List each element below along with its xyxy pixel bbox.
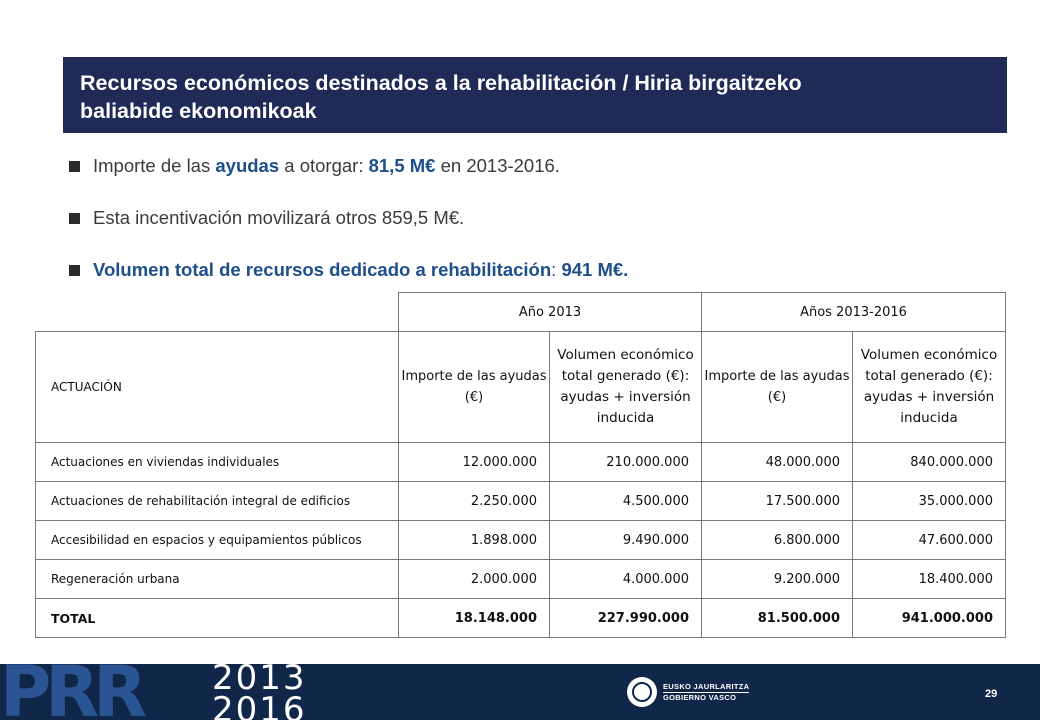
column-header-row (36, 332, 1006, 443)
slide-title-line1: Recursos económicos destinados a la rehabilitación / Hiria birgaitzeko (80, 71, 802, 95)
slide-title-line2: baliabide ekonomikoak (80, 99, 317, 123)
year-bottom: 2016 (212, 690, 307, 720)
row-value: 4.000.000 (550, 560, 702, 599)
bullet-volumen-total (69, 257, 999, 283)
row-value: 12.000.000 (399, 443, 550, 482)
row-value: 840.000.000 (853, 443, 1006, 482)
total-row (36, 599, 1006, 638)
row-action: Regeneración urbana (36, 560, 399, 599)
bullet-ayudas (69, 153, 999, 179)
bullet-square-icon (69, 265, 80, 276)
footer-bar (0, 664, 1040, 720)
bullet-amount: 941 M€. (561, 259, 629, 280)
basque-seal-icon (627, 677, 657, 707)
row-action: Accesibilidad en espacios y equipamientos públicos (36, 521, 399, 560)
bullet-text: Esta incentivación movilizará otros 859,5 M€. (93, 207, 465, 228)
prr-years-logo (212, 664, 332, 720)
bullet-text: en 2013-2016. (435, 155, 560, 176)
bullet-text: Importe de las (93, 155, 216, 176)
year-top: 2013 (212, 664, 307, 698)
total-value: 941.000.000 (853, 599, 1006, 638)
row-action: Actuaciones de rehabilitación integral de edificios (36, 482, 399, 521)
row-value: 6.800.000 (702, 521, 853, 560)
row-value: 48.000.000 (702, 443, 853, 482)
table-row (36, 443, 1006, 482)
row-value: 210.000.000 (550, 443, 702, 482)
gobierno-vasco-logo (627, 676, 749, 708)
volumen-total-2013-2016-header: Volumen económico total generado (€): ayudas + inversión inducida (853, 332, 1006, 443)
total-value: 18.148.000 (399, 599, 550, 638)
table-row (36, 482, 1006, 521)
row-value: 17.500.000 (702, 482, 853, 521)
actuacion-header: ACTUACIÓN (36, 332, 399, 443)
importe-ayudas-2013-2016-header: Importe de las ayudas (€) (702, 332, 853, 443)
bullet-highlight: ayudas (215, 155, 280, 176)
years-2013-2016-header: Años 2013-2016 (702, 293, 1006, 332)
year-2013-header: Año 2013 (399, 293, 702, 332)
bullet-highlight: Volumen total de recursos dedicado a rehabilitación (93, 259, 552, 280)
row-value: 2.250.000 (399, 482, 550, 521)
table-row (36, 521, 1006, 560)
year-header-row (36, 293, 1006, 332)
row-value: 18.400.000 (853, 560, 1006, 599)
row-value: 4.500.000 (550, 482, 702, 521)
gov-name-spanish: GOBIERNO VASCO (663, 692, 737, 702)
total-value: 81.500.000 (702, 599, 853, 638)
bullet-amount: 81,5 M€ (368, 155, 436, 176)
prr-logo: PRR (0, 664, 142, 720)
volumen-total-2013-header: Volumen económico total generado (€): ayudas + inversión inducida (550, 332, 702, 443)
gov-name-basque: EUSKO JAURLARITZA (663, 681, 750, 691)
row-value: 1.898.000 (399, 521, 550, 560)
row-value: 9.490.000 (550, 521, 702, 560)
row-value: 47.600.000 (853, 521, 1006, 560)
importe-ayudas-2013-header: Importe de las ayudas (€) (399, 332, 550, 443)
page-number: 29 (985, 688, 998, 700)
total-value: 227.990.000 (550, 599, 702, 638)
total-label: TOTAL (36, 599, 399, 638)
bullet-square-icon (69, 213, 80, 224)
bullet-text: : (551, 259, 562, 280)
row-value: 2.000.000 (399, 560, 550, 599)
row-action: Actuaciones en viviendas individuales (36, 443, 399, 482)
row-value: 9.200.000 (702, 560, 853, 599)
bullet-square-icon (69, 161, 80, 172)
table-row (36, 560, 1006, 599)
empty-corner (36, 293, 399, 332)
bullet-incentivacion (69, 205, 999, 231)
bullet-text: a otorgar: (279, 155, 369, 176)
slide-title-bar (63, 57, 1007, 133)
bullet-list (69, 153, 999, 309)
resources-table (35, 292, 1006, 638)
row-value: 35.000.000 (853, 482, 1006, 521)
